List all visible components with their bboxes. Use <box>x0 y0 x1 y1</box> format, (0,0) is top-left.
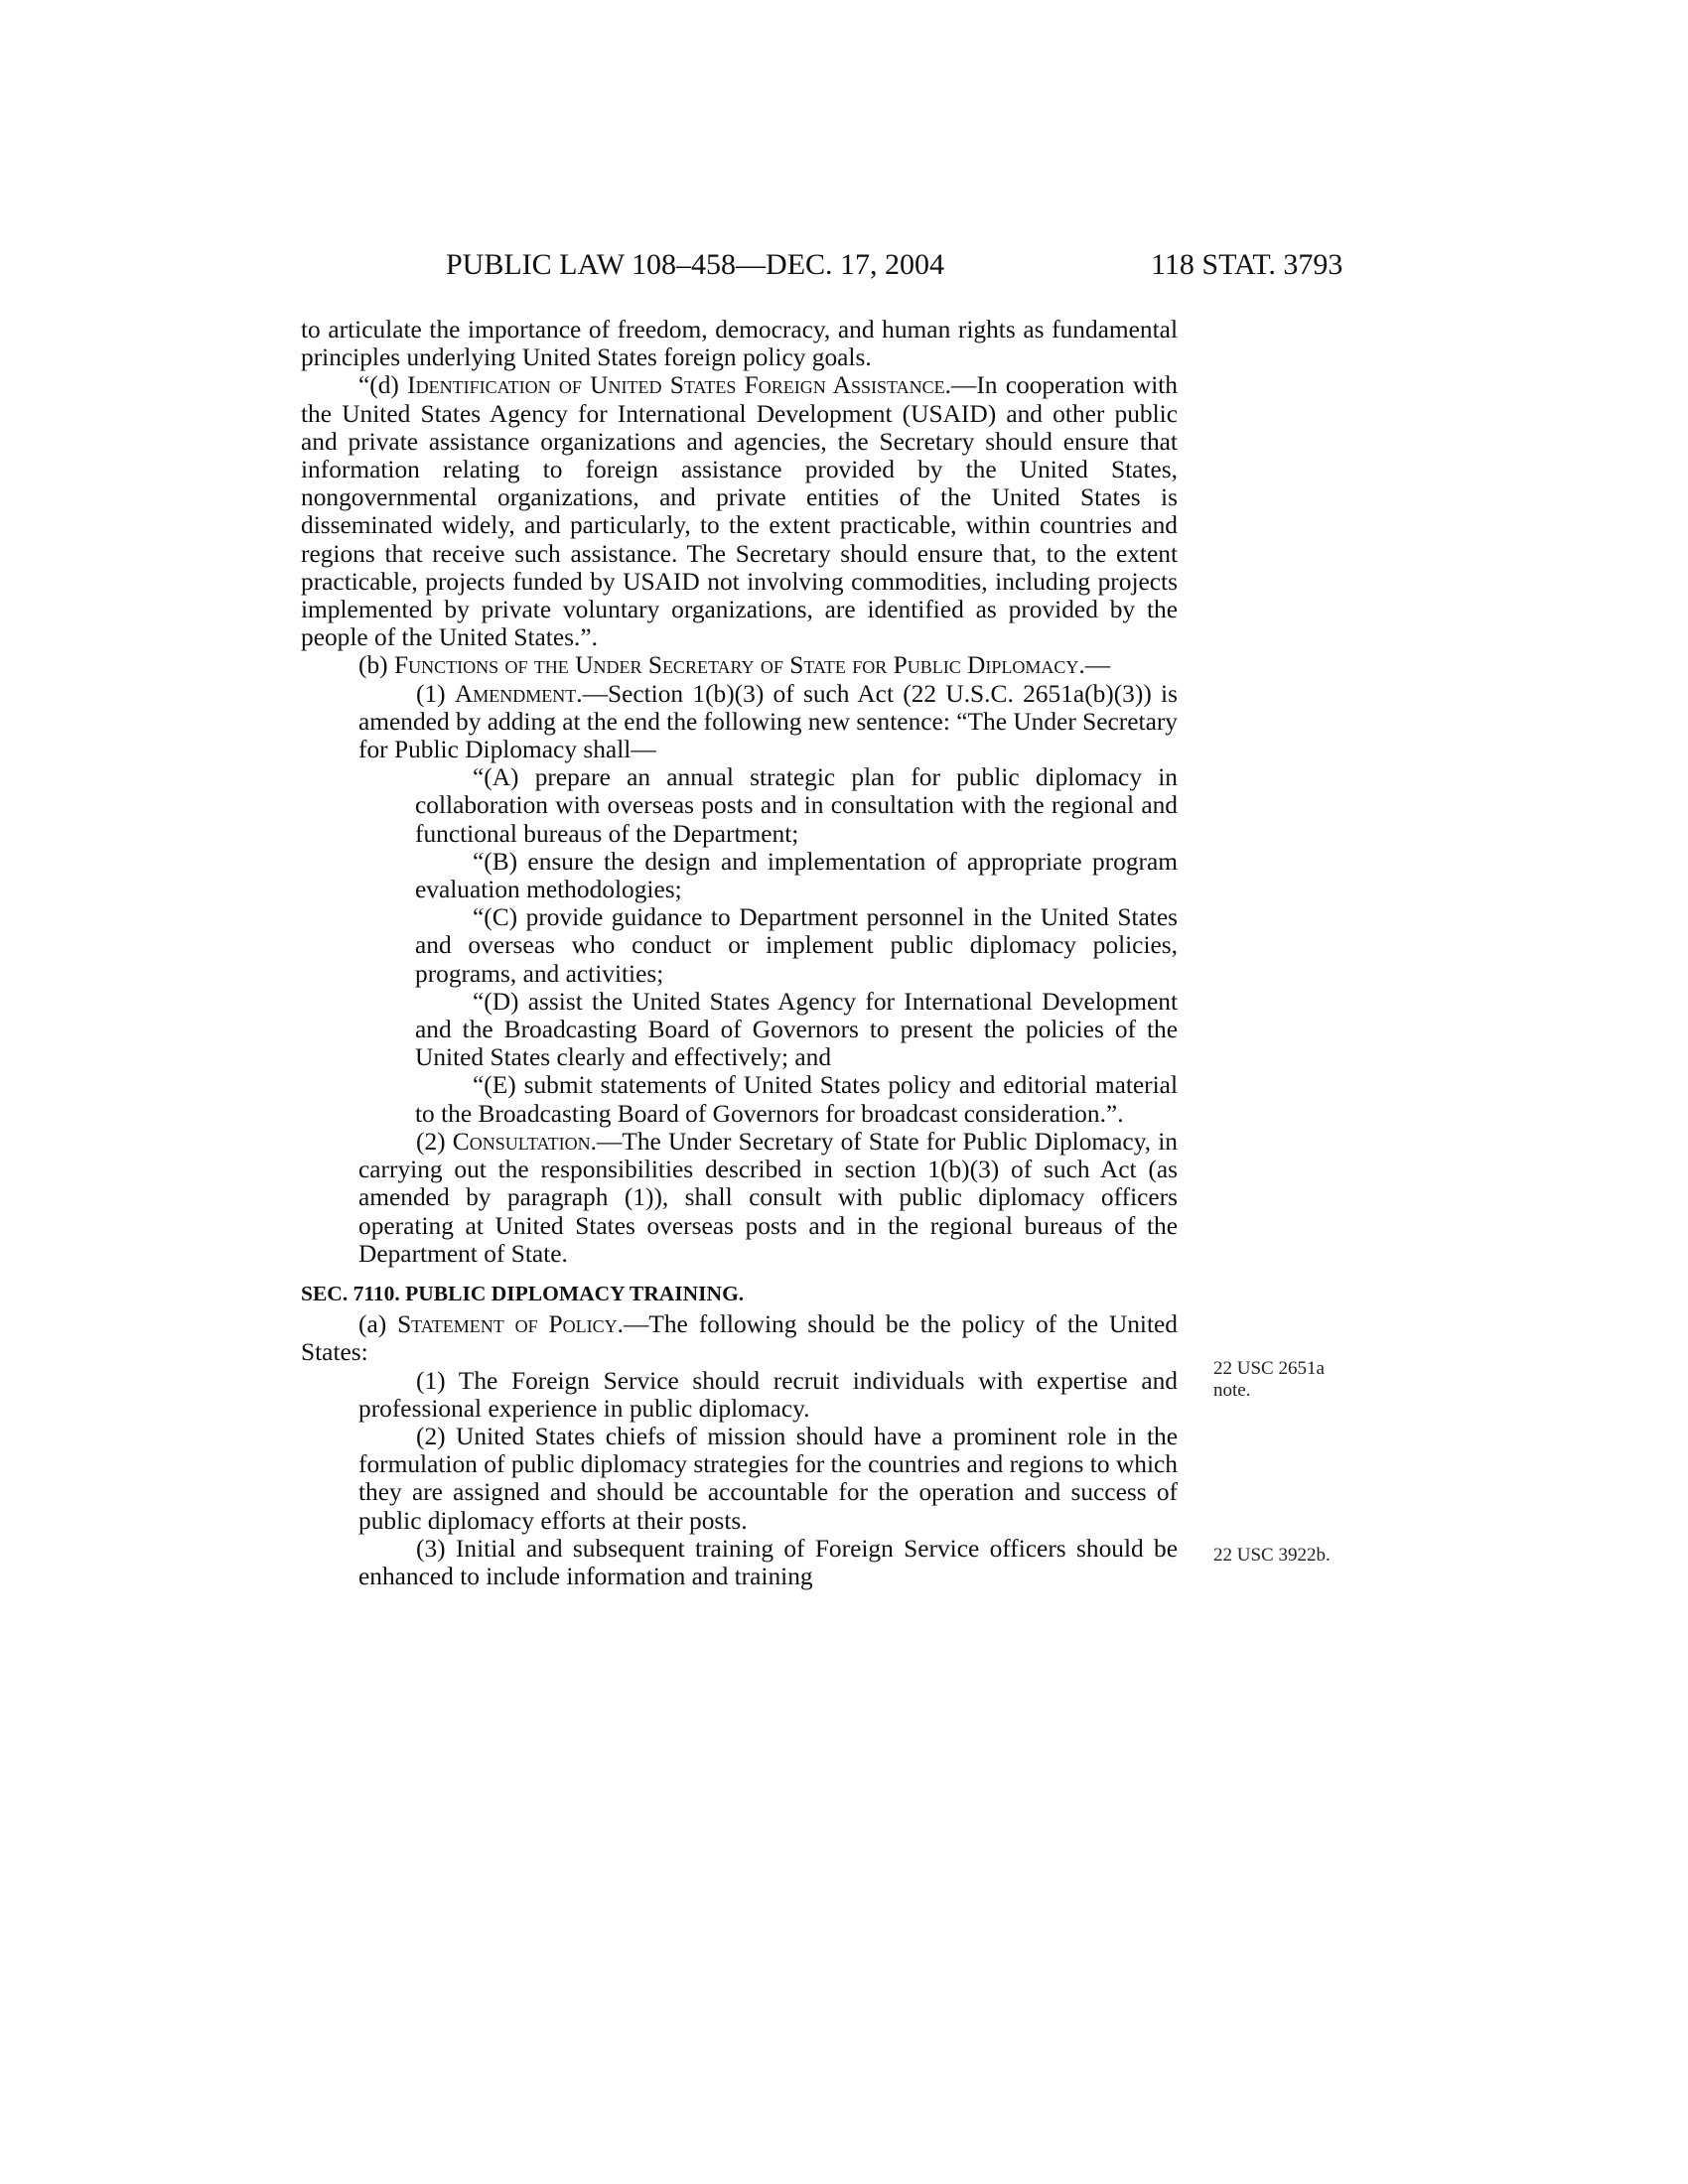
enum-open: (2) <box>416 1127 453 1156</box>
paragraph-subsection-d <box>301 371 1178 651</box>
clause-E: “(E) submit statements of United States policy and editorial material to the Broadcasting Board of Governors for broadcast consideration.”. <box>415 1071 1178 1128</box>
enum-open: “(d) <box>358 371 408 400</box>
margin-note-usc-3922b: 22 USC 3922b. <box>1213 1545 1331 1566</box>
enum-open: (b) <box>358 651 394 680</box>
paragraph-continuation: to articulate the importance of freedom, democracy, and human rights as fundamental principles underlying United States foreign policy goals. <box>301 316 1178 372</box>
enum-open: (1) <box>416 679 455 708</box>
subsection-d-heading: Identification of United States Foreign Assistance <box>407 371 945 400</box>
amendment-text: .—Section 1(b)(3) of such Act (22 U.S.C. 2651a(b)(3)) is amended by adding at the end the following new sentence: “The Under Secretary for Public Diplomacy shall— <box>358 679 1178 764</box>
page-number: 118 STAT. 3793 <box>1151 248 1343 281</box>
document-body <box>301 316 1178 1590</box>
consultation-text: .—The Under Secretary of State for Public Diplomacy, in carrying out the responsibilities described in section 1(b)(3) of such Act (as amended by paragraph (1)), shall consult with public diplomacy officers operating at United States overseas posts and in the regional bureaus of the Department of State. <box>358 1127 1178 1268</box>
margin-note-usc-2651a <box>1213 1358 1325 1402</box>
clause-D: “(D) assist the United States Agency for International Development and the Broadcasting Board of Governors to present the policies of the United States clearly and effectively; and <box>415 987 1178 1072</box>
statement-text: .—The following should be the policy of the United States: <box>301 1310 1179 1367</box>
margin-note-line: 22 USC 2651a <box>1213 1358 1325 1379</box>
subsection-b-heading: Functions of the Under Secretary of State for Public Diplomacy <box>393 651 1079 680</box>
clause-A: “(A) prepare an annual strategic plan for public diplomacy in collaboration with overseas posts and in consultation with the regional and functional bureaus of the Department; <box>415 763 1178 848</box>
paragraph-consultation <box>301 1128 1178 1268</box>
enum-open: (a) <box>358 1310 398 1339</box>
subsection-b-text: .— <box>1078 651 1111 680</box>
consultation-heading: Consultation <box>452 1127 591 1156</box>
policy-item-2: (2) United States chiefs of mission should have a prominent role in the formulation of public diplomacy strategies for the countries and regions to which they are assigned and should be accountable for the operation and success of public diplomacy efforts at their posts. <box>358 1422 1178 1535</box>
clause-C: “(C) provide guidance to Department personnel in the United States and overseas who conduct or implement public diplomacy policies, programs, and activities; <box>415 903 1178 988</box>
paragraph-statement-of-policy <box>301 1310 1178 1366</box>
section-heading: SEC. 7110. PUBLIC DIPLOMACY TRAINING. <box>301 1281 745 1305</box>
clause-B: “(B) ensure the design and implementation of appropriate program evaluation methodologies; <box>415 847 1178 904</box>
statement-heading: Statement of Policy <box>397 1310 618 1339</box>
subsection-d-text: .—In cooperation with the United States Agency for International Development (USAID) and other public and private assistance organizations and agencies, the Secretary should ensure that information relating to foreign assistance provided by the United States, nongovernmental organizations, and private entities of the United States is disseminated widely, and particularly, to the extent practicable, within countries and regions that receive such assistance. The Secretary should ensure that, to the extent practicable, projects funded by USAID not involving commodities, including projects implemented by private voluntary organizations, are identified as provided by the people of the United States.”. <box>301 371 1178 652</box>
margin-note-line: note. <box>1213 1380 1251 1401</box>
paragraph-subsection-b <box>301 651 1178 679</box>
paragraph-amendment <box>301 680 1178 764</box>
running-head: PUBLIC LAW 108–458—DEC. 17, 2004 <box>446 248 945 281</box>
policy-item-3: (3) Initial and subsequent training of Foreign Service officers should be enhanced to include information and training <box>358 1534 1178 1590</box>
amendment-heading: Amendment <box>454 679 577 708</box>
policy-item-1: (1) The Foreign Service should recruit individuals with expertise and professional experience in public diplomacy. <box>358 1366 1178 1423</box>
